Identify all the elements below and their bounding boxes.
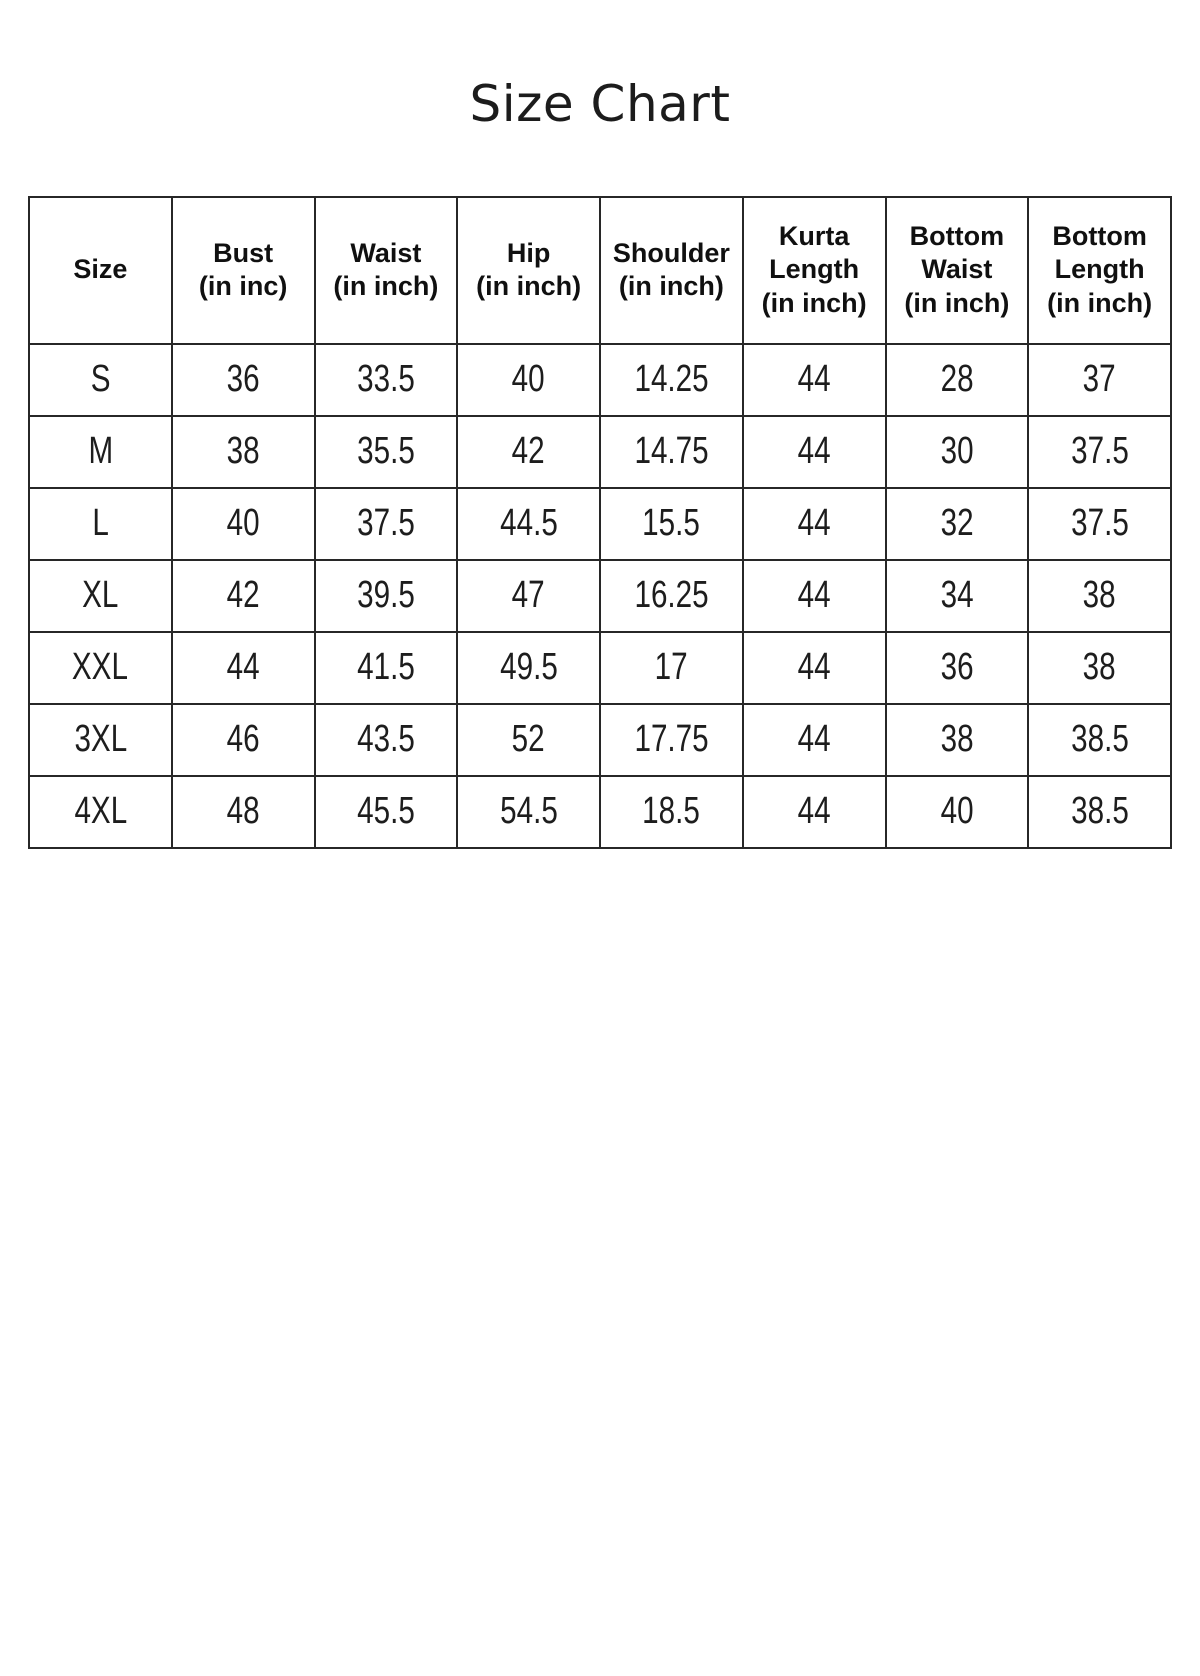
cell-text: 32 <box>940 502 974 544</box>
value-cell <box>1028 344 1171 416</box>
value-cell <box>600 776 743 848</box>
size-cell <box>29 632 172 704</box>
cell-text: 47 <box>512 574 546 616</box>
cell-text: 38 <box>1083 574 1117 616</box>
cell-text: 38.5 <box>1070 790 1129 832</box>
value-cell <box>315 488 458 560</box>
cell-text: 40 <box>940 790 974 832</box>
cell-text: 37.5 <box>357 502 415 544</box>
value-cell <box>600 488 743 560</box>
cell-text: 52 <box>512 718 546 760</box>
column-header-line: (in inch) <box>904 287 1010 318</box>
value-cell <box>886 344 1029 416</box>
cell-text: 35.5 <box>357 430 415 472</box>
cell-text: L <box>92 502 109 544</box>
value-cell <box>172 344 315 416</box>
cell-text: 38 <box>940 718 974 760</box>
column-header-line: Length <box>769 254 860 285</box>
value-cell <box>1028 632 1171 704</box>
column-header-line: Bottom <box>1052 220 1147 251</box>
column-header-line: Waist <box>350 237 422 268</box>
cell-text: 37.5 <box>1070 430 1129 472</box>
column-header-line: (in inch) <box>761 287 867 318</box>
table-row-xxl <box>29 632 1171 704</box>
value-cell <box>315 632 458 704</box>
value-cell <box>457 560 600 632</box>
cell-text: 44 <box>797 790 831 832</box>
value-cell <box>172 632 315 704</box>
cell-text: 44 <box>797 430 831 472</box>
table-row-xl <box>29 560 1171 632</box>
cell-text: 44 <box>226 646 260 688</box>
cell-text: 44.5 <box>499 502 558 544</box>
value-cell <box>457 776 600 848</box>
table-row-s <box>29 344 1171 416</box>
cell-text: 30 <box>940 430 974 472</box>
column-header-line: (in inc) <box>198 271 288 301</box>
table-row-m <box>29 416 1171 488</box>
column-header-bottom-waist <box>886 197 1029 344</box>
cell-text: 54.5 <box>499 790 558 832</box>
column-header-line: Bust <box>213 237 274 268</box>
value-cell <box>1028 560 1171 632</box>
cell-text: 18.5 <box>642 790 701 832</box>
cell-text: 3XL <box>74 718 127 760</box>
cell-text: 44 <box>797 358 831 400</box>
table-head <box>29 197 1171 344</box>
cell-text: 15.5 <box>642 502 701 544</box>
value-cell <box>743 704 886 776</box>
page-title: Size Chart <box>469 75 731 133</box>
column-header-line: Kurta <box>778 220 850 251</box>
value-cell <box>315 344 458 416</box>
value-cell <box>315 704 458 776</box>
cell-text: 48 <box>226 790 260 832</box>
value-cell <box>172 704 315 776</box>
cell-text: 14.75 <box>634 430 709 472</box>
column-header-shoulder <box>600 197 743 344</box>
cell-text: 4XL <box>74 790 127 832</box>
cell-text: 38.5 <box>1070 718 1129 760</box>
value-cell <box>743 776 886 848</box>
value-cell <box>600 416 743 488</box>
cell-text: 33.5 <box>357 358 415 400</box>
value-cell <box>1028 488 1171 560</box>
cell-text: 49.5 <box>499 646 558 688</box>
value-cell <box>315 560 458 632</box>
table-body <box>29 344 1171 848</box>
value-cell <box>743 632 886 704</box>
value-cell <box>172 488 315 560</box>
cell-text: 38 <box>1083 646 1117 688</box>
column-header-line: (in inch) <box>476 271 582 301</box>
value-cell <box>743 488 886 560</box>
column-header-line: Size <box>73 254 128 285</box>
column-header-bottom-length <box>1028 197 1171 344</box>
cell-text: 44 <box>797 502 831 544</box>
cell-text: 41.5 <box>357 646 415 688</box>
column-header-line: Bottom <box>909 220 1005 251</box>
value-cell <box>743 560 886 632</box>
value-cell <box>457 344 600 416</box>
value-cell <box>886 632 1029 704</box>
value-cell <box>315 416 458 488</box>
size-cell <box>29 776 172 848</box>
size-cell <box>29 704 172 776</box>
value-cell <box>886 560 1029 632</box>
cell-text: 42 <box>512 430 546 472</box>
column-header-waist <box>315 197 458 344</box>
cell-text: 45.5 <box>357 790 415 832</box>
value-cell <box>886 416 1029 488</box>
table-row-3xl <box>29 704 1171 776</box>
cell-text: 42 <box>226 574 260 616</box>
size-chart-table <box>28 196 1172 849</box>
value-cell <box>743 344 886 416</box>
value-cell <box>1028 776 1171 848</box>
value-cell <box>600 632 743 704</box>
cell-text: 17.75 <box>634 718 709 760</box>
cell-text: 44 <box>797 718 831 760</box>
column-header-line: Length <box>1054 254 1145 285</box>
value-cell <box>457 488 600 560</box>
value-cell <box>600 560 743 632</box>
value-cell <box>172 776 315 848</box>
cell-text: 36 <box>226 358 260 400</box>
cell-text: 44 <box>797 646 831 688</box>
column-header-line: Hip <box>506 237 551 268</box>
cell-text: 40 <box>226 502 260 544</box>
cell-text: 46 <box>226 718 260 760</box>
cell-text: 16.25 <box>634 574 709 616</box>
column-header-line: (in inch) <box>618 271 724 301</box>
value-cell <box>600 704 743 776</box>
cell-text: 36 <box>940 646 974 688</box>
value-cell <box>315 776 458 848</box>
cell-text: 14.25 <box>634 358 709 400</box>
cell-text: 34 <box>940 574 974 616</box>
size-cell <box>29 560 172 632</box>
cell-text: XL <box>82 574 119 616</box>
size-cell <box>29 488 172 560</box>
column-header-line: (in inch) <box>1047 287 1153 318</box>
cell-text: 40 <box>512 358 546 400</box>
size-chart-page <box>0 76 1200 849</box>
column-header-hip <box>457 197 600 344</box>
value-cell <box>600 344 743 416</box>
cell-text: 28 <box>940 358 974 400</box>
value-cell <box>886 776 1029 848</box>
value-cell <box>886 488 1029 560</box>
cell-text: 37 <box>1083 358 1117 400</box>
value-cell <box>172 560 315 632</box>
column-header-kurta-length <box>743 197 886 344</box>
value-cell <box>457 416 600 488</box>
column-header-size <box>29 197 172 344</box>
value-cell <box>1028 704 1171 776</box>
table-header-row <box>29 197 1171 344</box>
size-cell <box>29 344 172 416</box>
column-header-line: Shoulder <box>612 237 730 268</box>
table-row-l <box>29 488 1171 560</box>
cell-text: 17 <box>654 646 688 688</box>
value-cell <box>172 416 315 488</box>
cell-text: 37.5 <box>1070 502 1129 544</box>
column-header-line: (in inch) <box>333 271 439 301</box>
cell-text: 39.5 <box>357 574 415 616</box>
cell-text: XXL <box>72 646 129 688</box>
value-cell <box>886 704 1029 776</box>
size-cell <box>29 416 172 488</box>
value-cell <box>1028 416 1171 488</box>
cell-text: 43.5 <box>357 718 415 760</box>
value-cell <box>457 632 600 704</box>
cell-text: 38 <box>226 430 260 472</box>
cell-text: M <box>88 430 113 472</box>
cell-text: 44 <box>797 574 831 616</box>
column-header-bust <box>172 197 315 344</box>
value-cell <box>743 416 886 488</box>
value-cell <box>457 704 600 776</box>
cell-text: S <box>90 358 111 400</box>
table-row-4xl <box>29 776 1171 848</box>
column-header-line: Waist <box>921 254 993 285</box>
